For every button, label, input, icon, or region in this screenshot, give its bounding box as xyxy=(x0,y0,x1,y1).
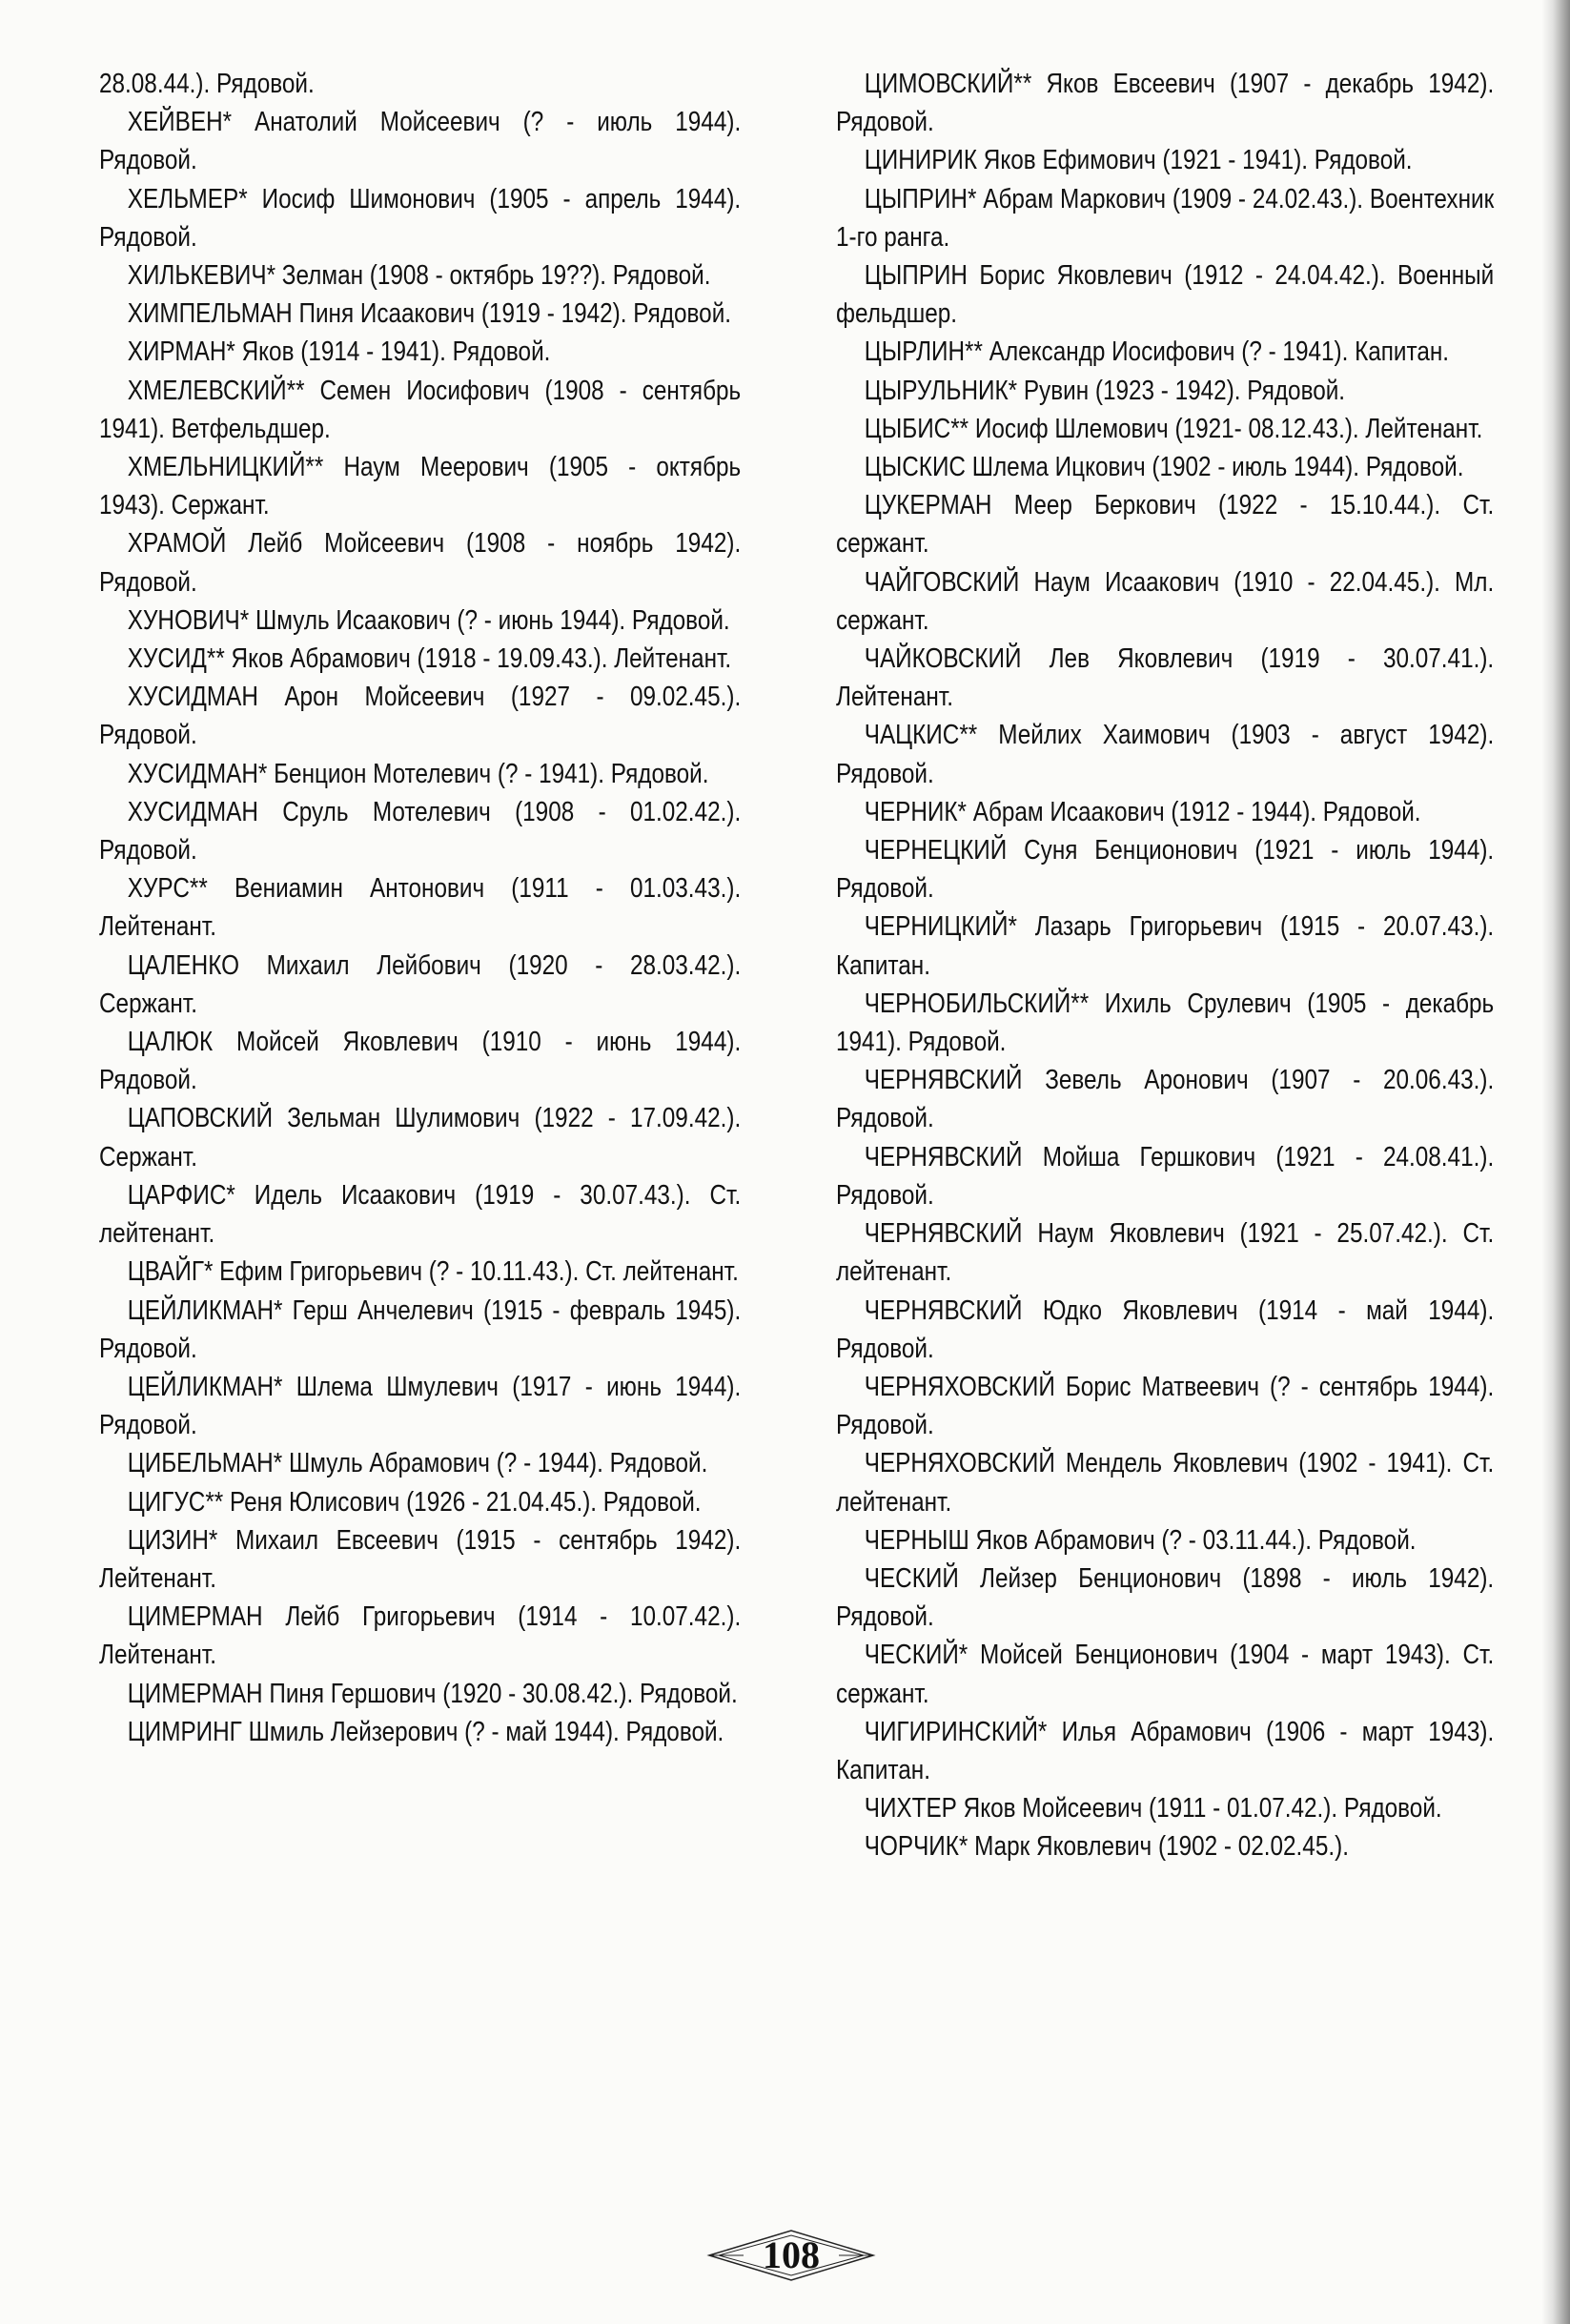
list-item: ЦЕЙЛИКМАН* Шлема Шмулевич (1917 - июнь 1944). Рядовой. xyxy=(99,1371,742,1441)
list-item: 28.08.44.). Рядовой. xyxy=(99,69,315,99)
list-item: ХИЛЬКЕВИЧ* Зелман (1908 - октябрь 19??). Рядовой. xyxy=(127,260,711,292)
list-item: ЦИЗИН* Михаил Евсеевич (1915 - сентябрь 1942). Лейтенант. xyxy=(99,1524,742,1594)
list-item: ЦИМЕРМАН Лейб Григорьевич (1914 - 10.07.42.). Лейтенант. xyxy=(99,1601,742,1671)
left-column xyxy=(99,65,741,1751)
list-item: ЧАЙГОВСКИЙ Наум Исаакович (1910 - 22.04.45.). Мл. сержант. xyxy=(836,566,1495,636)
page-edge-shadow xyxy=(1541,0,1570,2324)
page-number: 108 xyxy=(763,2233,820,2276)
list-item: ЦИМЕРМАН Пиня Гершович (1920 - 30.08.42.). Рядовой. xyxy=(127,1678,738,1709)
list-item: ЦИМОВСКИЙ** Яков Евсеевич (1907 - декабрь 1942). Рядовой. xyxy=(836,69,1495,138)
list-item: ЧОРЧИК* Марк Яковлевич (1902 - 02.02.45.). xyxy=(864,1831,1349,1863)
list-item: ЦИМРИНГ Шмиль Лейзерович (? - май 1944). Рядовой. xyxy=(127,1716,724,1747)
list-item: ХРАМОЙ Лейб Мойсеевич (1908 - ноябрь 1942). Рядовой. xyxy=(99,528,742,598)
list-item: ХИМПЕЛЬМАН Пиня Исаакович (1919 - 1942). Рядовой. xyxy=(127,298,732,330)
list-item: ЦАЛЕНКО Михаил Лейбович (1920 - 28.03.42.). Сержант. xyxy=(99,949,742,1019)
list-item: ЦВАЙГ* Ефим Григорьевич (? - 10.11.43.). Ст. лейтенант. xyxy=(127,1256,739,1288)
list-item: ЧИГИРИНСКИЙ* Илья Абрамович (1906 - март 1943). Капитан. xyxy=(836,1716,1495,1785)
list-item: ЧЕРНЕЦКИЙ Суня Бенционович (1921 - июль 1944). Рядовой. xyxy=(836,835,1495,905)
list-item: ЧЕРНОБИЛЬСКИЙ** Ихиль Срулевич (1905 - декабрь 1941). Рядовой. xyxy=(836,988,1495,1058)
list-item: ЦЫРУЛЬНИК* Рувин (1923 - 1942). Рядовой. xyxy=(864,375,1346,406)
list-item: ЦЫПРИН Борис Яковлевич (1912 - 24.04.42.). Военный фельдшер. xyxy=(836,260,1495,330)
list-item: ХМЕЛЕВСКИЙ** Семен Иосифович (1908 - сентябрь 1941). Ветфельдшер. xyxy=(99,375,742,444)
right-column xyxy=(836,65,1494,1866)
list-item: ЧЕРНЯВСКИЙ Мойша Гершкович (1921 - 24.08.41.). Рядовой. xyxy=(836,1141,1495,1211)
list-item: ЦАПОВСКИЙ Зельман Шулимович (1922 - 17.09.42.). Сержант. xyxy=(99,1103,742,1172)
list-item: ЧЕРНЫШ Яков Абрамович (? - 03.11.44.). Рядовой. xyxy=(864,1524,1417,1556)
list-item: ЦУКЕРМАН Меер Беркович (1922 - 15.10.44.). Ст. сержант. xyxy=(836,490,1495,560)
list-item: ХУРС** Вениамин Антонович (1911 - 01.03.43.). Лейтенант. xyxy=(99,873,742,943)
list-item: ХМЕЛЬНИЦКИЙ** Наум Меерович (1905 - октябрь 1943). Сержант. xyxy=(99,452,742,521)
list-item: ЧЕРНЯВСКИЙ Зевель Аронович (1907 - 20.06.43.). Рядовой. xyxy=(836,1065,1495,1134)
list-item: ХЕЙВЕН* Анатолий Мойсеевич (? - июль 1944). Рядовой. xyxy=(99,107,742,176)
list-item: ЦАРФИС* Идель Исаакович (1919 - 30.07.43.). Ст. лейтенант. xyxy=(99,1179,742,1250)
list-item: ЦАЛЮК Мойсей Яковлевич (1910 - июнь 1944). Рядовой. xyxy=(99,1027,742,1096)
list-item: ЧЕСКИЙ* Мойсей Бенционович (1904 - март 1943). Ст. сержант. xyxy=(836,1640,1495,1709)
list-item: ХУСИДМАН* Бенцион Мотелевич (? - 1941). Рядовой. xyxy=(127,758,709,789)
list-item: ЧЕРНИК* Абрам Исаакович (1912 - 1944). Рядовой. xyxy=(864,796,1421,827)
page-number-badge xyxy=(705,2229,877,2282)
list-item: ЦЕЙЛИКМАН* Герш Анчелевич (1915 - февраль 1945). Рядовой. xyxy=(99,1295,742,1364)
list-item: ЧЕРНЯВСКИЙ Юдко Яковлевич (1914 - май 1944). Рядовой. xyxy=(836,1295,1495,1364)
list-item: ХУНОВИЧ* Шмуль Исаакович (? - июнь 1944). Рядовой. xyxy=(127,604,730,636)
list-item: ЦИНИРИК Яков Ефимович (1921 - 1941). Рядовой. xyxy=(864,145,1413,176)
list-item: ХЕЛЬМЕР* Иосиф Шимонович (1905 - апрель 1944). Рядовой. xyxy=(99,183,742,253)
list-item: ЧАЦКИС** Мейлих Хаимович (1903 - август 1942). Рядовой. xyxy=(836,720,1495,789)
list-item: ЦИГУС** Реня Юлисович (1926 - 21.04.45.). Рядовой. xyxy=(127,1486,702,1518)
list-item: ЧЕРНЯВСКИЙ Наум Яковлевич (1921 - 25.07.42.). Ст. лейтенант. xyxy=(836,1218,1495,1288)
list-item: ЧИХТЕР Яков Мойсеевич (1911 - 01.07.42.). Рядовой. xyxy=(864,1793,1442,1825)
list-item: ХУСИДМАН Сруль Мотелевич (1908 - 01.02.42.). Рядовой. xyxy=(99,796,742,866)
list-item: ЦЫБИС** Иосиф Шлемович (1921- 08.12.43.). Лейтенант. xyxy=(864,413,1483,444)
list-item: ЦЫСКИС Шлема Ицкович (1902 - июль 1944). Рядовой. xyxy=(864,452,1464,483)
list-item: ХУСИД** Яков Абрамович (1918 - 19.09.43.). Лейтенант. xyxy=(127,643,732,675)
list-item: ЧАЙКОВСКИЙ Лев Яковлевич (1919 - 30.07.41.). Лейтенант. xyxy=(836,643,1495,713)
list-item: ЧЕСКИЙ Лейзер Бенционович (1898 - июль 1942). Рядовой. xyxy=(836,1562,1495,1633)
list-item: ЦЫПРИН* Абрам Маркович (1909 - 24.02.43.). Воентехник 1-го ранга. xyxy=(836,183,1495,253)
list-item: ЧЕРНИЦКИЙ* Лазарь Григорьевич (1915 - 20.07.43.). Капитан. xyxy=(836,911,1495,981)
list-item: ХУСИДМАН Арон Мойсеевич (1927 - 09.02.45.). Рядовой. xyxy=(99,682,742,751)
list-item: ЧЕРНЯХОВСКИЙ Мендель Яковлевич (1902 - 1941). Ст. лейтенант. xyxy=(836,1448,1495,1518)
list-item: ХИРМАН* Яков (1914 - 1941). Рядовой. xyxy=(127,336,551,368)
list-item: ЦИБЕЛЬМАН* Шмуль Абрамович (? - 1944). Рядовой. xyxy=(127,1448,708,1479)
list-item: ЧЕРНЯХОВСКИЙ Борис Матвеевич (? - сентябрь 1944). Рядовой. xyxy=(836,1371,1495,1441)
list-item: ЦЫРЛИН** Александр Иосифович (? - 1941). Капитан. xyxy=(864,336,1450,368)
